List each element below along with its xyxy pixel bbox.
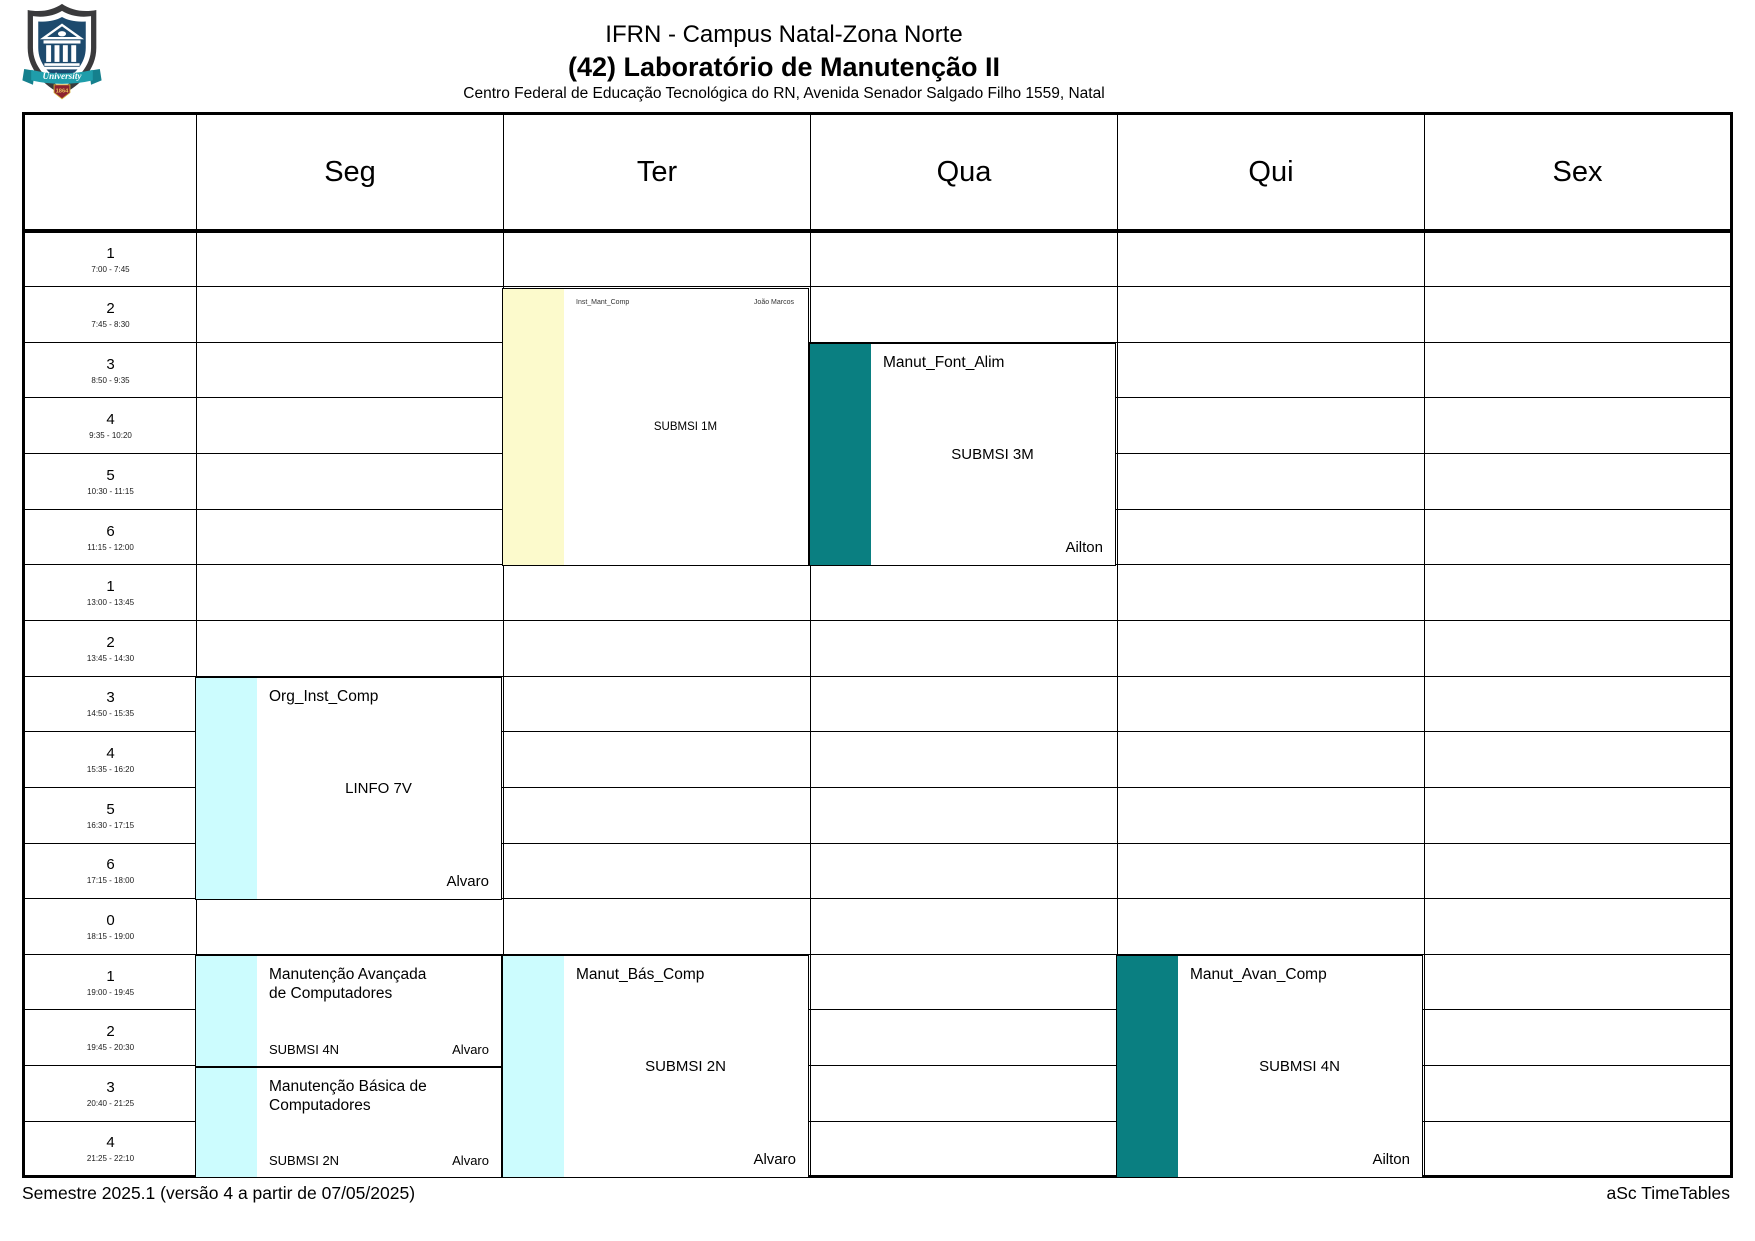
period-cell: 3 8:50 - 9:35 — [24, 342, 197, 398]
empty-cell — [1118, 287, 1425, 343]
empty-cell — [504, 620, 811, 676]
svg-text:1864: 1864 — [55, 88, 69, 95]
empty-cell — [1425, 509, 1732, 565]
empty-cell — [504, 231, 811, 287]
day-header-seg: Seg — [197, 114, 504, 232]
group-label: SUBMSI 4N — [269, 1041, 340, 1057]
period-cell: 3 14:50 - 15:35 — [24, 676, 197, 732]
empty-cell — [1425, 787, 1732, 843]
empty-cell — [197, 620, 504, 676]
empty-cell — [1118, 565, 1425, 621]
teacher-label: João Marcos — [753, 298, 794, 306]
empty-cell — [811, 565, 1118, 621]
class-color-stripe — [196, 678, 257, 899]
empty-cell — [1118, 899, 1425, 955]
empty-cell — [197, 899, 504, 955]
empty-cell — [197, 231, 504, 287]
teacher-label: Alvaro — [452, 1041, 489, 1057]
empty-cell — [1425, 1066, 1732, 1122]
class-block-ter-night — [502, 955, 809, 1178]
period-cell: 3 20:40 - 21:25 — [24, 1066, 197, 1122]
asc-timetables-credit: aSc TimeTables — [1606, 1183, 1730, 1203]
class-block-seg-night-1 — [195, 955, 502, 1066]
period-cell: 4 21:25 - 22:10 — [24, 1121, 197, 1177]
empty-cell — [504, 676, 811, 732]
class-block-seg-night-2 — [195, 1067, 502, 1178]
empty-cell — [1425, 843, 1732, 899]
period-cell: 5 16:30 - 17:15 — [24, 787, 197, 843]
empty-cell — [1118, 398, 1425, 454]
class-color-stripe — [503, 289, 564, 565]
empty-cell — [1425, 231, 1732, 287]
timetable-grid — [22, 112, 1730, 1178]
subject-label: Manut_Bás_Comp — [576, 966, 705, 984]
empty-cell — [197, 454, 504, 510]
room-title: (42) Laboratório de Manutenção II — [567, 52, 1001, 82]
empty-cell — [1425, 398, 1732, 454]
day-header-qui: Qui — [1118, 114, 1425, 232]
period-cell: 0 18:15 - 19:00 — [24, 899, 197, 955]
empty-cell — [1425, 1121, 1732, 1177]
empty-cell — [811, 231, 1118, 287]
empty-cell — [811, 899, 1118, 955]
period-cell: 1 13:00 - 13:45 — [24, 565, 197, 621]
svg-text:University: University — [42, 71, 82, 82]
empty-cell — [1118, 620, 1425, 676]
empty-cell — [811, 787, 1118, 843]
period-cell: 4 15:35 - 16:20 — [24, 732, 197, 788]
time-column-header — [24, 114, 197, 232]
subject-label: Inst_Mant_Comp — [576, 298, 630, 306]
page-header — [0, 20, 1568, 104]
empty-cell — [504, 565, 811, 621]
day-header-sex: Sex — [1425, 114, 1732, 232]
group-label: SUBMSI 3M — [951, 446, 1034, 464]
semester-version-text: Semestre 2025.1 (versão 4 a partir de 07/05/2025) — [22, 1183, 416, 1203]
empty-cell — [1425, 676, 1732, 732]
empty-cell — [1118, 843, 1425, 899]
empty-cell — [504, 732, 811, 788]
period-cell: 6 17:15 - 18:00 — [24, 843, 197, 899]
empty-cell — [1425, 454, 1732, 510]
period-cell: 1 7:00 - 7:45 — [24, 231, 197, 287]
empty-cell — [1425, 342, 1732, 398]
empty-cell — [811, 1010, 1118, 1066]
teacher-label: Alvaro — [446, 872, 489, 890]
day-header-ter: Ter — [504, 114, 811, 232]
class-color-stripe — [810, 344, 871, 565]
empty-cell — [1425, 620, 1732, 676]
teacher-label: Ailton — [1065, 538, 1103, 556]
group-label: SUBMSI 4N — [1259, 1058, 1340, 1076]
group-label: LINFO 7V — [345, 779, 412, 797]
group-label: SUBMSI 2N — [269, 1153, 340, 1169]
class-block-seg-afternoon — [195, 677, 502, 900]
empty-cell — [811, 954, 1118, 1010]
teacher-label: Ailton — [1372, 1150, 1410, 1168]
subject-label: Manutenção Avançada de Computadores — [269, 966, 427, 1003]
empty-cell — [1118, 342, 1425, 398]
group-label: SUBMSI 2N — [645, 1058, 726, 1076]
institution-title: IFRN - Campus Natal-Zona Norte — [605, 21, 963, 48]
address-subtitle: Centro Federal de Educação Tecnológica do RN, Avenida Senador Salgado Filho 1559, Natal — [463, 85, 1105, 102]
empty-cell — [1118, 454, 1425, 510]
empty-cell — [1425, 1010, 1732, 1066]
day-header-row — [24, 114, 1732, 232]
empty-cell — [1118, 231, 1425, 287]
day-header-qua: Qua — [811, 114, 1118, 232]
period-cell: 1 19:00 - 19:45 — [24, 954, 197, 1010]
empty-cell — [197, 398, 504, 454]
empty-cell — [504, 843, 811, 899]
subject-label: Manut_Font_Alim — [883, 354, 1005, 372]
period-cell: 2 13:45 - 14:30 — [24, 620, 197, 676]
empty-cell — [811, 843, 1118, 899]
empty-cell — [1118, 787, 1425, 843]
empty-cell — [811, 732, 1118, 788]
period-cell: 6 11:15 - 12:00 — [24, 509, 197, 565]
period-cell: 2 7:45 - 8:30 — [24, 287, 197, 343]
empty-cell — [504, 899, 811, 955]
empty-cell — [1425, 287, 1732, 343]
period-cell: 4 9:35 - 10:20 — [24, 398, 197, 454]
empty-cell — [1425, 565, 1732, 621]
empty-cell — [197, 509, 504, 565]
period-cell: 5 10:30 - 11:15 — [24, 454, 197, 510]
empty-cell — [197, 342, 504, 398]
class-color-stripe — [1117, 956, 1178, 1177]
teacher-label: Alvaro — [753, 1150, 796, 1168]
teacher-label: Alvaro — [452, 1153, 489, 1169]
class-block-qui-night — [1116, 955, 1423, 1178]
empty-cell — [811, 620, 1118, 676]
subject-label: Org_Inst_Comp — [269, 688, 379, 706]
empty-cell — [1118, 509, 1425, 565]
class-block-qua-morning — [809, 343, 1116, 566]
empty-cell — [1425, 732, 1732, 788]
empty-cell — [504, 787, 811, 843]
empty-cell — [197, 287, 504, 343]
empty-cell — [811, 1121, 1118, 1177]
class-color-stripe — [503, 956, 564, 1177]
period-cell: 2 19:45 - 20:30 — [24, 1010, 197, 1066]
group-label: SUBMSI 1M — [653, 420, 718, 433]
empty-cell — [811, 287, 1118, 343]
class-color-stripe — [196, 1068, 257, 1177]
subject-label: Manut_Avan_Comp — [1190, 966, 1327, 984]
empty-cell — [1118, 676, 1425, 732]
empty-cell — [811, 676, 1118, 732]
class-block-ter-morning — [502, 288, 809, 566]
empty-cell — [1425, 899, 1732, 955]
empty-cell — [197, 565, 504, 621]
class-color-stripe — [196, 956, 257, 1065]
subject-label: Manutenção Básica de Computadores — [269, 1077, 427, 1114]
empty-cell — [1425, 954, 1732, 1010]
empty-cell — [1118, 732, 1425, 788]
empty-cell — [811, 1066, 1118, 1122]
